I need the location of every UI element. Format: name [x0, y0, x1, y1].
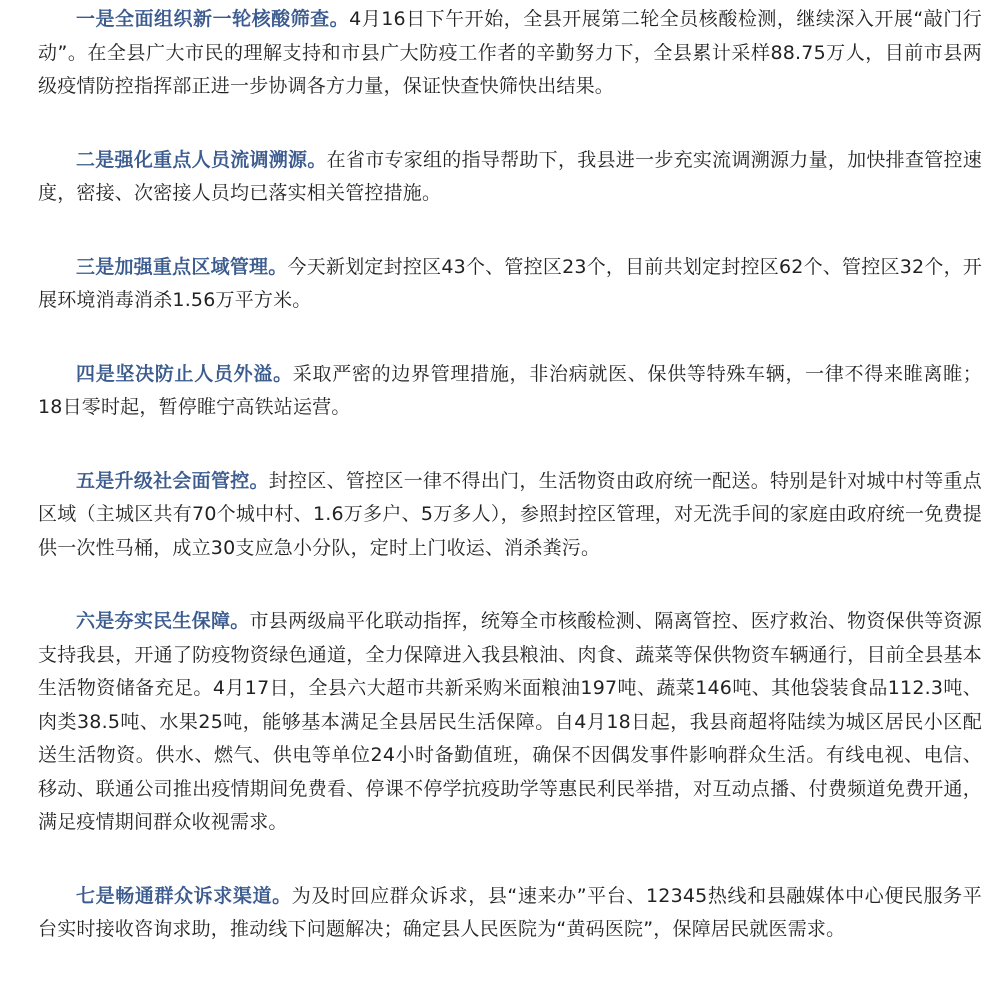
- paragraph-text: 为及时回应群众诉求，县“速来办”平台、12345热线和县融媒体中心便民服务平台实时接收咨询求助，推动线下问题解决；确定县人民医院为“黄码医院”，保障居民就医需求。: [38, 884, 982, 940]
- paragraph-social-control: [38, 465, 982, 566]
- paragraph-appeals: [38, 880, 982, 947]
- paragraph-heading: 一是全面组织新一轮核酸筛查。: [76, 8, 350, 30]
- paragraph-text: 封控区、管控区一律不得出门，生活物资由政府统一配送。特别是针对城中村等重点区域（主城区共有70个城中村、1.6万多户、5万多人），参照封控区管理，对无洗手间的家庭由政府统一免费提供一次性马桶，成立30支应急小分队，定时上门收运、消杀粪污。: [38, 469, 982, 559]
- paragraph-outflow: [38, 358, 982, 425]
- paragraph-heading: 三是加强重点区域管理。: [76, 255, 288, 278]
- paragraph-heading: 七是畅通群众诉求渠道。: [76, 884, 292, 907]
- paragraph-livelihood: [38, 605, 982, 840]
- paragraph-heading: 五是升级社会面管控。: [76, 469, 269, 492]
- paragraph-text: 市县两级扁平化联动指挥，统筹全市核酸检测、隔离管控、医疗救治、物资保供等资源支持我县，开通了防疫物资绿色通道，全力保障进入我县粮油、肉食、蔬菜等保供物资车辆通行，目前全县基本生活物资储备充足。4月17日，全县六大超市共新采购米面粮油197吨、蔬菜146吨、其他袋装食品112.3吨、肉类38.5吨、水果25吨，能够基本满足全县居民生活保障。自4月18日起，我县商超将陆续为城区居民小区配送生活物资。供水、燃气、供电等单位24小时备勤值班，确保不因偶发事件影响群众生活。有线电视、电信、移动、联通公司推出疫情期间免费看、停课不停学抗疫助学等惠民利民举措，对互动点播、付费频道免费开通，满足疫情期间群众收视需求。: [38, 610, 982, 833]
- paragraph-text: 在省市专家组的指导帮助下，我县进一步充实流调溯源力量，加快排查管控速度，密接、次密接人员均已落实相关管控措施。: [38, 148, 982, 204]
- paragraph-text: 今天新划定封控区43个、管控区23个，目前共划定封控区62个、管控区32个，开展环境消毒消杀1.56万平方米。: [38, 255, 982, 311]
- paragraph-heading: 二是强化重点人员流调溯源。: [76, 148, 327, 171]
- paragraph-text: 4月16日下午开始，全县开展第二轮全员核酸检测，继续深入开展“敲门行动”。在全县广大市民的理解支持和市县广大防疫工作者的辛勤努力下，全县累计采样88.75万人，目前市县两级疫情防控指挥部正进一步协调各方力量，保证快查快筛快出结果。: [38, 8, 982, 97]
- paragraph-zones: [38, 251, 982, 318]
- paragraph-testing: [38, 3, 982, 104]
- article-body: [38, 3, 982, 987]
- paragraph-text: 采取严密的边界管理措施，非治病就医、保供等特殊车辆，一律不得来睢离睢；18日零时起，暂停睢宁高铁站运营。: [38, 362, 982, 418]
- paragraph-heading: 六是夯实民生保障。: [76, 610, 250, 632]
- paragraph-tracing: [38, 144, 982, 211]
- paragraph-heading: 四是坚决防止人员外溢。: [76, 362, 293, 385]
